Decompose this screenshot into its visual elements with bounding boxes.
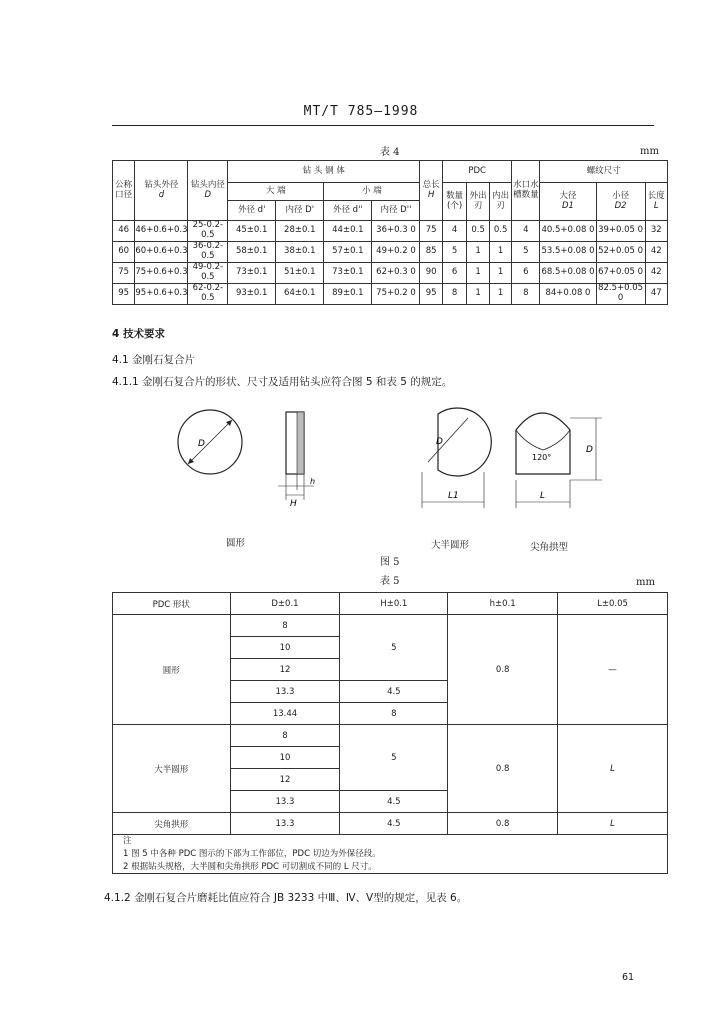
t5-cell: 4.5: [340, 681, 448, 703]
table4-cell: 75+0.2 0: [372, 284, 420, 305]
table4-row: [113, 221, 668, 242]
t5-head-shape: PDC 形状: [113, 593, 231, 615]
table4-cell: 75+0.6+0.3: [135, 263, 188, 284]
table4-cell: 6: [512, 263, 540, 284]
table4-cell: 45±0.1: [228, 221, 276, 242]
t5-cell: 13.3: [230, 813, 340, 835]
table4-cell: 64±0.1: [276, 284, 324, 305]
figure5-drawings: [150, 400, 620, 550]
table4-cell: 5: [442, 242, 467, 263]
t5-head-d: D±0.1: [230, 593, 340, 615]
th-pdc-count: 数量(个): [442, 183, 467, 221]
t5-cell: 8: [230, 615, 340, 637]
table4-cell: 49-0.2-0.5: [188, 263, 228, 284]
table4-cell: 32: [645, 221, 668, 242]
table4-cell: 42: [645, 242, 668, 263]
t5-head-hh: h±0.1: [448, 593, 558, 615]
dim-d-half: D: [436, 437, 443, 447]
table4-cell: 28±0.1: [276, 221, 324, 242]
table4-cell: 89±0.1: [324, 284, 372, 305]
t5-head-h: H±0.1: [340, 593, 448, 615]
th-bit-outer: 钻头外径 d: [135, 161, 188, 221]
table4-cell: 73±0.1: [324, 263, 372, 284]
section-4-1-title: 4.1 金刚石复合片: [112, 354, 196, 366]
table5-unit: mm: [636, 577, 655, 588]
t5-cell: 13.3: [230, 681, 340, 703]
table4-row: [113, 263, 668, 284]
t5-cell: 10: [230, 747, 340, 769]
table4-cell: 68.5+0.08 0: [540, 263, 596, 284]
table4-cell: 49+0.2 0: [372, 242, 420, 263]
table4: [112, 160, 668, 305]
table4-cell: 4: [512, 221, 540, 242]
th-length: 长度 L: [645, 183, 668, 221]
table4-cell: 95: [420, 284, 442, 305]
table4-unit: mm: [640, 146, 659, 157]
t5-cell: —: [558, 615, 668, 725]
th-major: 大径 D1: [540, 183, 596, 221]
table4-cell: 90: [420, 263, 442, 284]
th-large-outer: 外径 d': [228, 201, 276, 221]
t5-cell: 10: [230, 637, 340, 659]
th-large-end: 大 端: [228, 183, 324, 201]
dim-l: L: [540, 491, 546, 501]
t5-cell: 4.5: [340, 791, 448, 813]
table4-cell: 75: [113, 263, 135, 284]
table4-row: [113, 284, 668, 305]
t5-cell: 0.8: [448, 813, 558, 835]
table4-cell: 1: [489, 242, 512, 263]
pdc-round-drawing: [178, 410, 242, 474]
table4-cell: 1: [467, 284, 490, 305]
page-number: 61: [622, 972, 635, 983]
table4-cell: 95: [113, 284, 135, 305]
table4-row: [113, 242, 668, 263]
table4-cell: 36-0.2-0.5: [188, 242, 228, 263]
th-pdc: PDC: [442, 161, 512, 183]
table4-cell: 1: [489, 263, 512, 284]
arch-angle: 120°: [532, 453, 552, 462]
table4-cell: 5: [512, 242, 540, 263]
table4-cell: 39+0.05 0: [596, 221, 645, 242]
t5-cell: L: [558, 813, 668, 835]
t5-notes-title: 注: [123, 836, 132, 846]
section-4-title: 4 技术要求: [112, 328, 165, 340]
t5-head-l: L±0.05: [558, 593, 668, 615]
table4-cell: 62+0.3 0: [372, 263, 420, 284]
t5-cell: 0.8: [448, 725, 558, 813]
table4-cell: 4: [442, 221, 467, 242]
table4-cell: 0.5: [489, 221, 512, 242]
table4-cell: 60: [113, 242, 135, 263]
t5-cell: 5: [340, 615, 448, 681]
th-pdc-out: 外出刃: [467, 183, 490, 221]
table4-cell: 1: [489, 284, 512, 305]
table5-caption: 表 5: [380, 576, 400, 587]
table4-cell: 93±0.1: [228, 284, 276, 305]
t5-half-name: 大半圆形: [113, 725, 231, 813]
dim-l1: L1: [448, 491, 459, 501]
t5-cell: 12: [230, 769, 340, 791]
t5-cell: 13.44: [230, 703, 340, 725]
figure5-label-half: 大半圆形: [431, 540, 470, 551]
th-small-end: 小 端: [324, 183, 420, 201]
section-4-1-1-text: 4.1.1 金刚石复合片的形状、尺寸及适用钻头应符合图 5 和表 5 的规定。: [112, 376, 453, 388]
table4-cell: 44±0.1: [324, 221, 372, 242]
figure5-caption: 图 5: [380, 557, 400, 568]
table4-cell: 82.5+0.05 0: [598, 283, 644, 303]
table4-cell: 84+0.08 0: [540, 284, 596, 305]
table4-cell: 53.5+0.08 0: [540, 242, 596, 263]
th-bit-inner: 钻头内径 D: [188, 161, 228, 221]
table4-cell: 47: [645, 284, 668, 305]
pdc-half-drawing: [422, 408, 491, 508]
table4-cell: 46+0.6+0.3: [135, 221, 188, 242]
t5-cell: 13.3: [230, 791, 340, 813]
t5-cell: 8: [340, 703, 448, 725]
section-4-1-2-text: 4.1.2 金刚石复合片磨耗比值应符合 JB 3233 中Ⅲ、Ⅳ、Ⅴ型的规定，见表 6。: [104, 892, 468, 904]
th-large-inner: 内径 D': [276, 201, 324, 221]
table4-caption: 表 4: [380, 147, 400, 158]
t5-round-name: 圆形: [113, 615, 231, 725]
table4-cell: 62-0.2-0.5: [188, 284, 228, 305]
header-rule: [112, 125, 654, 126]
t5-cell: L: [558, 725, 668, 813]
th-small-inner: 内径 D'': [372, 201, 420, 221]
table4-cell: 1: [467, 263, 490, 284]
t5-notes: [113, 835, 668, 874]
table4-cell: 38±0.1: [276, 242, 324, 263]
th-small-outer: 外径 d'': [324, 201, 372, 221]
table4-cell: 51±0.1: [276, 263, 324, 284]
table4-cell: 85: [420, 242, 442, 263]
table4-cell: 73±0.1: [228, 263, 276, 284]
table4-cell: 52+0.05 0: [596, 242, 645, 263]
pdc-side-drawing: [278, 412, 315, 509]
table4-cell: 36+0.3 0: [372, 221, 420, 242]
t5-note-1: 1 图 5 中各种 PDC 图示的下部为工作部位，PDC 切边为外保径段。: [123, 848, 381, 859]
dim-d-round: D: [198, 439, 205, 449]
t5-cell: 8: [230, 725, 340, 747]
figure5-label-round: 圆形: [226, 538, 246, 549]
t5-cell: 0.8: [448, 615, 558, 725]
table4-cell: 8: [442, 284, 467, 305]
dim-h-upper: H: [290, 499, 297, 509]
page-header-title: MT/T 785—1998: [303, 104, 419, 119]
th-total-len: 总长 H: [420, 161, 442, 221]
t5-note-2: 2 根据钻头规格，大半圆和尖角拱形 PDC 可切割成不同的 L 尺寸。: [123, 861, 377, 872]
th-thread: 螺纹尺寸: [540, 161, 668, 183]
table4-cell: 25-0.2-0.5: [188, 221, 228, 242]
dim-d-arch: D: [586, 445, 593, 455]
t5-cell: 4.5: [340, 813, 448, 835]
table5: [112, 592, 668, 874]
table4-cell: 6: [442, 263, 467, 284]
table4-cell: 46: [113, 221, 135, 242]
table4-cell: 67+0.05 0: [596, 263, 645, 284]
th-minor: 小径 D2: [596, 183, 645, 221]
th-water: 水口水槽数量: [512, 161, 540, 221]
table4-cell: 40.5+0.08 0: [540, 221, 596, 242]
dim-h-lower: h: [310, 477, 316, 486]
t5-arch-name: 尖角拱形: [113, 813, 231, 835]
table4-cell: 60+0.6+0.3: [135, 242, 188, 263]
th-pdc-in: 内出刃: [489, 183, 512, 221]
t5-cell: 12: [230, 659, 340, 681]
figure5-label-arch: 尖角拱型: [530, 542, 569, 553]
table4-cell: 1: [467, 242, 490, 263]
table4-cell: 42: [645, 263, 668, 284]
table4-cell: 58±0.1: [228, 242, 276, 263]
table4-cell: 0.5: [467, 221, 490, 242]
pdc-arch-drawing: [516, 413, 602, 508]
table4-cell: 8: [512, 284, 540, 305]
th-nominal: 公称口径: [113, 161, 135, 221]
table4-cell: 95+0.6+0.3: [135, 284, 188, 305]
t5-cell: 5: [340, 725, 448, 791]
th-body: 钻 头 钢 体: [228, 161, 420, 183]
table4-cell: 75: [420, 221, 442, 242]
table4-cell: 57±0.1: [324, 242, 372, 263]
